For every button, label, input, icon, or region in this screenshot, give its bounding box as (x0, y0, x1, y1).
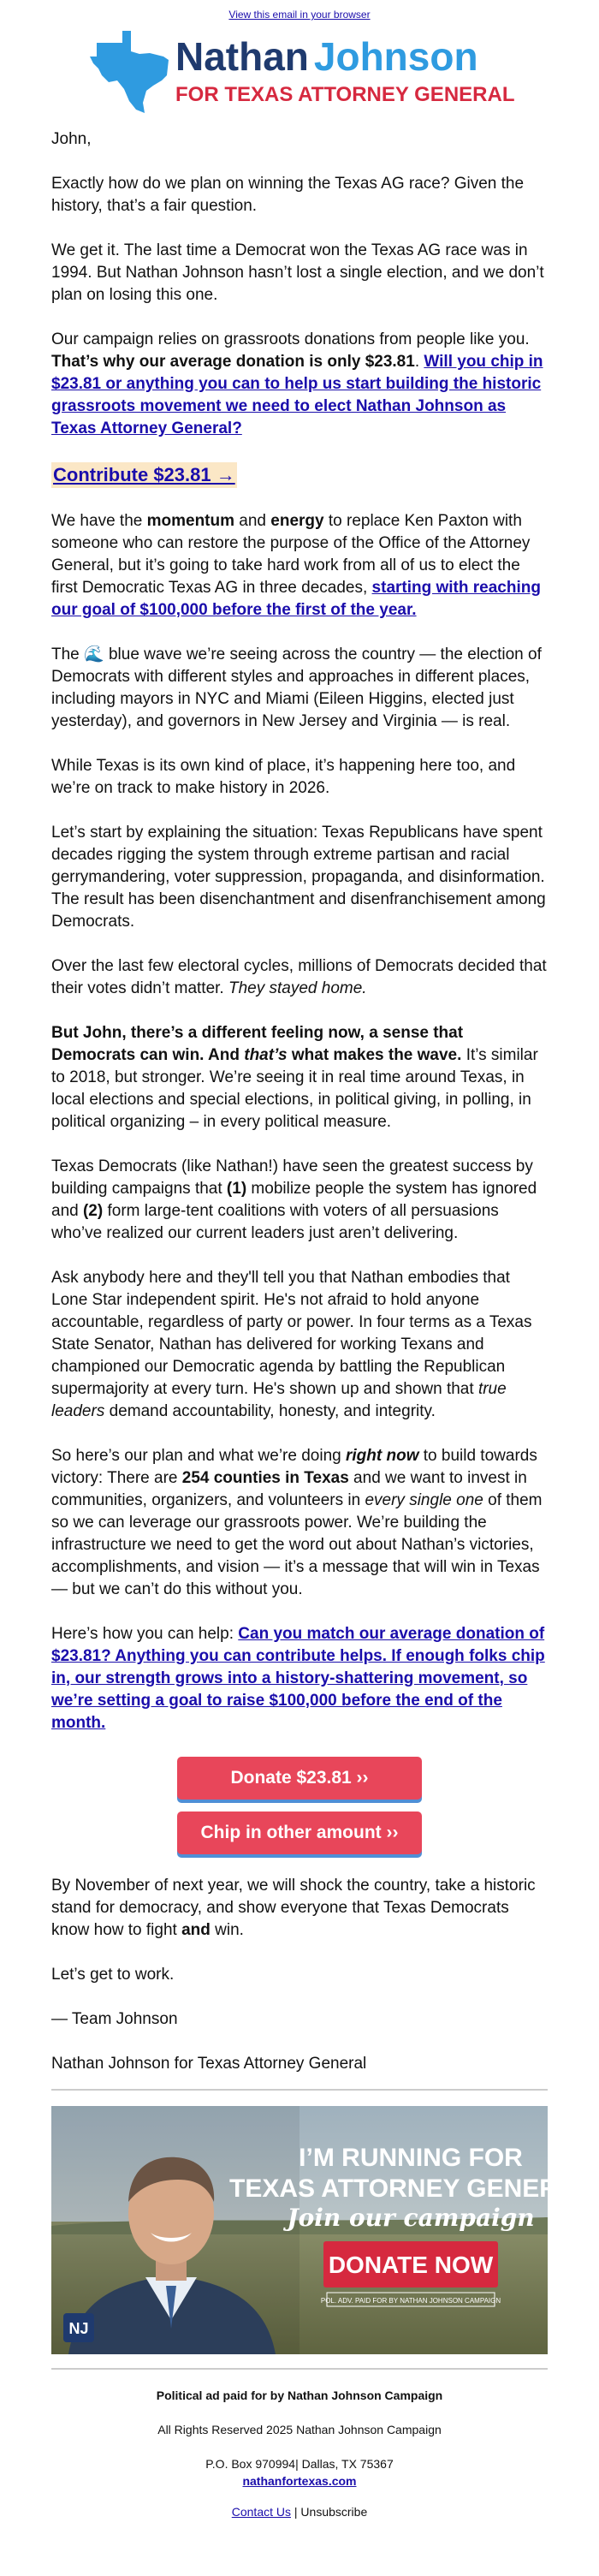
divider (51, 2089, 548, 2091)
footer-links: Contact Us | Unsubscribe (231, 2505, 368, 2519)
paragraph-11: Ask anybody here and they'll tell you that Nathan embodies that Lone Star independent spirit. He's not afraid to hold anyone accountable, regardless of party or power. In four terms as a Texas State Senator, Nathan has delivered for working Texans and championed our Democratic agenda by battling the Republican supermajority at every turn. He's shown up and shown that true leaders demand accountability, honesty, and integrity. (51, 1269, 532, 1420)
view-in-browser (0, 9, 599, 21)
contribute-link[interactable]: Contribute $23.81 → (51, 462, 237, 488)
banner-graphic[interactable] (51, 2106, 592, 2354)
view-in-browser-link[interactable]: View this email in your browser (228, 9, 371, 21)
footer-website-link[interactable]: nathanfortexas.com (242, 2474, 357, 2488)
banner-line-3: Join our campaign (287, 2204, 535, 2232)
paragraph-2: We get it. The last time a Democrat won the Texas AG race was in 1994. But Nathan Johnson hasn’t lost a single election, and we don’t plan on losing this one. (51, 241, 544, 304)
chip-in-button[interactable]: Chip in other amount ›› (177, 1812, 422, 1854)
paragraph-3: Our campaign relies on grassroots donations from people like you. That’s why our average donation is only $23.81. Will you chip in $23.81 or anything you can to help us start building the historic grassroots movement we need to elect Nathan Johnson as Texas Attorney General? (51, 330, 543, 437)
svg-text:NathanJohnson (175, 34, 478, 79)
paragraph-13: Here’s how you can help: Can you match our average donation of $23.81? Anything you can contribute helps. If enough folks chip in, our strength grows into a history-shattering movement, so we’re setting a goal to raise $100,000 before the end of the month. (51, 1625, 545, 1732)
paragraph-5: The 🌊 blue wave we’re seeing across the country — the election of Democrats with different styles and approaches in different places, including mayors in NYC and Miami (Eileen Higgins, elected just yesterday), and governors in New Jersey and Virginia — is real. (51, 645, 542, 730)
paragraph-7: Let’s start by explaining the situation: Texas Republicans have spent decades rigging the system through extreme partisan and racial gerrymandering, voter suppression, propaganda, and disinformation. The result has been disenchantment and disenfranchisement among Democrats. (51, 824, 546, 931)
logo-first-name: Nathan (175, 34, 309, 79)
paragraph-4: We have the momentum and energy to replace Ken Paxton with someone who can restore the purpose of the Office of the Attorney General, but it’s going to take hard work from all of us to elect the first Democratic Texas AG in three decades, starting with reaching our goal of $100,000 before the first of the year. (51, 512, 541, 619)
paragraph-8: Over the last few electoral cycles, millions of Democrats decided that their votes didn’t matter. They stayed home. (51, 957, 547, 997)
texas-map-icon (90, 31, 169, 113)
match-donation-link[interactable]: Can you match our average donation of $23.81? Anything you can contribute helps. If enough folks chip in, our strength grows into a history-shattering movement, so we’re setting a goal to raise $100,000 before the end of the month. (51, 1625, 545, 1732)
donate-banner[interactable] (51, 2106, 592, 2354)
logo-last-name: Johnson (313, 34, 478, 79)
banner-donate-label[interactable]: DONATE NOW (328, 2252, 494, 2278)
contact-us-link[interactable]: Contact Us (231, 2505, 291, 2519)
paragraph-9: But John, there’s a different feeling now, a sense that Democrats can win. And that’s what makes the wave. It’s similar to 2018, but stronger. We’re seeing it in real time around Texas, in local elections and special elections, in political giving, in polling, in political organizing – in every political measure. (51, 1024, 538, 1131)
paragraph-12: So here’s our plan and what we’re doing right now to build towards victory: There are 254 counties in Texas and we want to invest in communities, organizers, and volunteers in every single one of them so we can leverage our grassroots power. We’re building the infrastructure we need to get the word out about Nathan’s victories, accomplishments, and vision — it’s a message that will win in Texas — but we can’t do this without you. (51, 1447, 543, 1598)
chip-in-link[interactable]: Will you chip in $23.81 or anything you can to help us start building the historic grassroots movement we need to elect Nathan Johnson as Texas Attorney General? (51, 353, 543, 437)
signature-campaign: Nathan Johnson for Texas Attorney General (51, 2055, 367, 2073)
footer-divider (51, 2368, 548, 2370)
footer-paid-for: Political ad paid for by Nathan Johnson Campaign (156, 2389, 443, 2402)
banner-disclaimer: POL. ADV. PAID FOR BY NATHAN JOHNSON CAMPAIGN (320, 2297, 501, 2305)
paragraph-15: Let’s get to work. (51, 1966, 175, 1984)
unsubscribe-link[interactable]: Unsubscribe (300, 2505, 368, 2519)
greeting: John, (51, 130, 92, 148)
paragraph-6: While Texas is its own kind of place, it’s happening here too, and we’re on track to make history in 2026. (51, 757, 516, 797)
paragraph-14: By November of next year, we will shock the country, take a historic stand for democracy, and show everyone that Texas Democrats know how to fight and win. (51, 1877, 536, 1939)
campaign-logo (90, 31, 518, 116)
banner-line-2: TEXAS ATTORNEY GENERAL (229, 2174, 592, 2203)
paragraph-10: Texas Democrats (like Nathan!) have seen the greatest success by building campaigns that (1) mobilize people the system has ignored and (2) form large-tent coalitions with voters of all persuasions who’ve realized our current leaders just aren’t delivering. (51, 1157, 537, 1242)
email-body (51, 128, 592, 2537)
nj-monogram-text: NJ (68, 2320, 89, 2337)
footer-address-block (51, 2455, 548, 2490)
signature-team: — Team Johnson (51, 2010, 178, 2028)
paragraph-1: Exactly how do we plan on winning the Texas AG race? Given the history, that’s a fair question. (51, 175, 525, 215)
wave-icon: 🌊 (84, 645, 104, 663)
logo-subtitle: FOR TEXAS ATTORNEY GENERAL (175, 83, 515, 106)
footer (51, 2387, 548, 2520)
banner-line-1: I’M RUNNING FOR (299, 2144, 523, 2172)
footer-rights: All Rights Reserved 2025 Nathan Johnson Campaign (157, 2423, 442, 2436)
footer-address: P.O. Box 970994| Dallas, TX 75367 (205, 2457, 394, 2471)
goal-link[interactable]: starting with reaching our goal of $100,000 before the first of the year. (51, 579, 541, 619)
donate-button[interactable]: Donate $23.81 ›› (177, 1757, 422, 1800)
contribute-row (51, 462, 548, 488)
